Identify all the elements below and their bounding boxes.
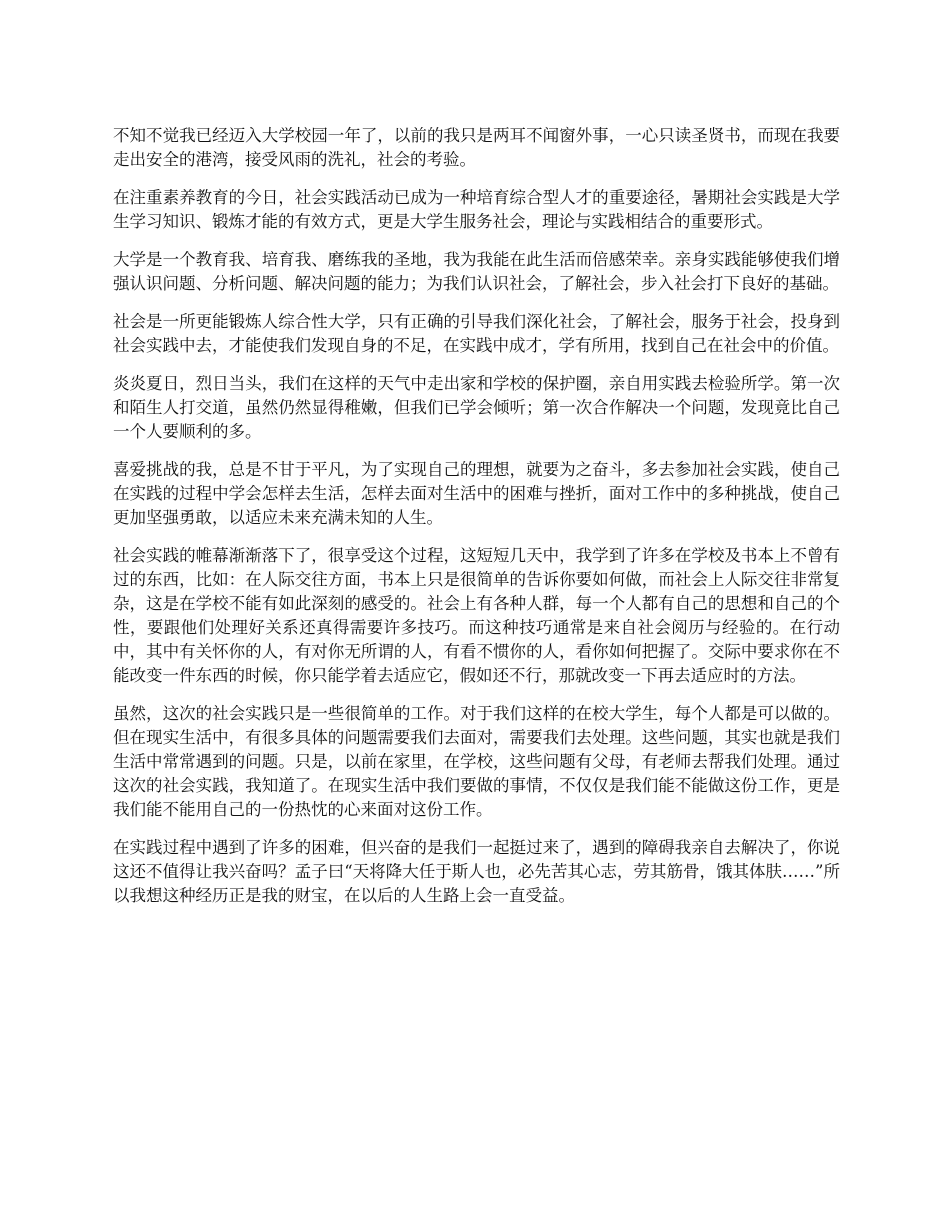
paragraph-6: 喜爱挑战的我，总是不甘于平凡，为了实现自己的理想，就要为之奋斗，多去参加社会实践，使自己在实践的过程中学会怎样去生活，怎样去面对生活中的困难与挫折，面对工作中的多种挑战，使自己更加坚强勇敢，以适应未来充满未知的人生。	[113, 460, 840, 527]
paragraph-9: 在实践过程中遇到了许多的困难，但兴奋的是我们一起挺过来了，遇到的障碍我亲自去解决了，你说这还不值得让我兴奋吗？孟子曰“天将降大任于斯人也，必先苦其心志，劳其筋骨，饿其体肤……”所以我想这种经历正是我的财宝，在以后的人生路上会一直受益。	[113, 838, 840, 905]
paragraph-1: 不知不觉我已经迈入大学校园一年了，以前的我只是两耳不闻窗外事，一心只读圣贤书，而现在我要走出安全的港湾，接受风雨的洗礼，社会的考验。	[113, 126, 840, 169]
paragraph-3: 大学是一个教育我、培育我、磨练我的圣地，我为我能在此生活而倍感荣幸。亲身实践能够使我们增强认识问题、分析问题、解决问题的能力；为我们认识社会，了解社会，步入社会打下良好的基础。	[113, 250, 840, 293]
paragraph-8: 虽然，这次的社会实践只是一些很简单的工作。对于我们这样的在校大学生，每个人都是可以做的。但在现实生活中，有很多具体的问题需要我们去面对，需要我们去处理。这些问题，其实也就是我们生活中常常遇到的问题。只是，以前在家里，在学校，这些问题有父母，有老师去帮我们处理。通过这次的社会实践，我知道了。在现实生活中我们要做的事情，不仅仅是我们能不能做这份工作，更是我们能不能用自己的一份热忱的心来面对这份工作。	[113, 704, 840, 819]
paragraph-4: 社会是一所更能锻炼人综合性大学，只有正确的引导我们深化社会，了解社会，服务于社会，投身到社会实践中去，才能使我们发现自身的不足，在实践中成才，学有所用，找到自己在社会中的价值。	[113, 312, 840, 355]
document-body	[113, 124, 840, 922]
paragraph-2: 在注重素养教育的今日，社会实践活动已成为一种培育综合型人才的重要途径，暑期社会实践是大学生学习知识、锻炼才能的有效方式，更是大学生服务社会，理论与实践相结合的重要形式。	[113, 188, 840, 231]
paragraph-5: 炎炎夏日，烈日当头，我们在这样的天气中走出家和学校的保护圈，亲自用实践去检验所学。第一次和陌生人打交道，虽然仍然显得稚嫩，但我们已学会倾听；第一次合作解决一个问题，发现竟比自己一个人要顺利的多。	[113, 374, 840, 441]
paragraph-7: 社会实践的帷幕渐渐落下了，很享受这个过程，这短短几天中，我学到了许多在学校及书本上不曾有过的东西，比如：在人际交往方面，书本上只是很简单的告诉你要如何做，而社会上人际交往非常复杂，这是在学校不能有如此深刻的感受的。社会上有各种人群，每一个人都有自己的思想和自己的个性，要跟他们处理好关系还真得需要许多技巧。而这种技巧通常是来自社会阅历与经验的。在行动中，其中有关怀你的人，有对你无所谓的人，有看不惯你的人，看你如何把握了。交际中要求你在不能改变一件东西的时候，你只能学着去适应它，假如还不行，那就改变一下再去适应时的方法。	[113, 546, 840, 685]
